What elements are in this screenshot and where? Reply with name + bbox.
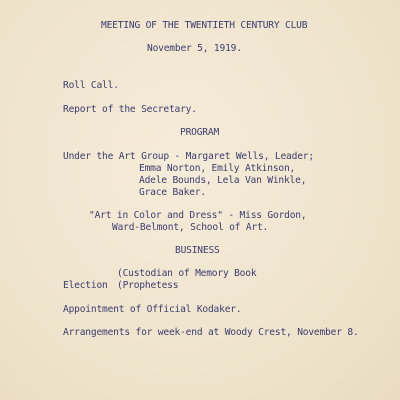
- document-title: MEETING OF THE TWENTIETH CENTURY CLUB: [101, 20, 308, 31]
- election-label: Election: [63, 280, 108, 291]
- secretary-report-item: Report of the Secretary.: [63, 104, 197, 115]
- kodaker-item: Appointment of Official Kodaker.: [63, 304, 242, 315]
- art-group-line-1: Under the Art Group - Margaret Wells, Leader;: [63, 151, 314, 162]
- meeting-date: November 5, 1919.: [147, 43, 242, 54]
- election-option-prophetess: (Prophetess: [117, 280, 179, 291]
- talk-line-1: "Art in Color and Dress" - Miss Gordon,: [89, 210, 307, 221]
- program-heading: PROGRAM: [180, 127, 220, 138]
- art-group-line-2: Emma Norton, Emily Atkinson,: [139, 163, 296, 174]
- arrangements-item: Arrangements for week-end at Woody Crest, November 8.: [63, 327, 359, 338]
- roll-call-item: Roll Call.: [63, 80, 119, 91]
- talk-line-2: Ward-Belmont, School of Art.: [112, 222, 269, 233]
- art-group-line-3: Adele Bounds, Lela Van Winkle,: [139, 175, 307, 186]
- art-group-line-4: Grace Baker.: [139, 187, 206, 198]
- election-option-custodian: (Custodian of Memory Book: [117, 268, 257, 279]
- business-heading: BUSINESS: [175, 245, 220, 256]
